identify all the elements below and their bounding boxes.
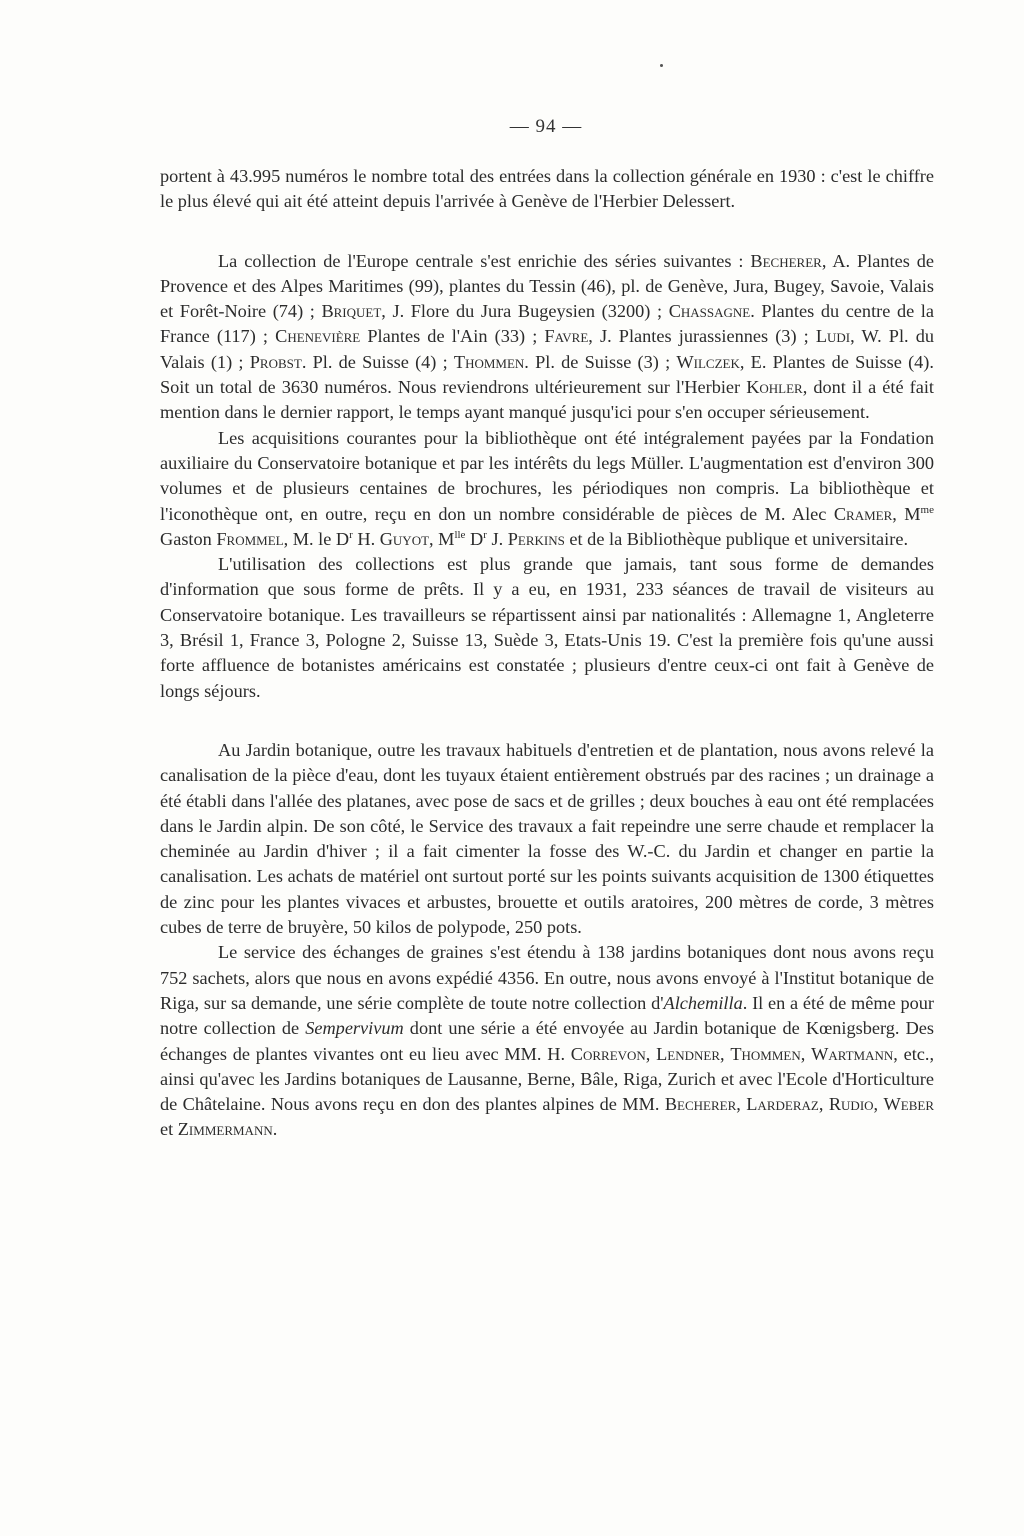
person-name: Becherer [664,1094,737,1115]
body-text [160,164,934,1143]
paragraph-jardin: Au Jardin botanique, outre les travaux habituels d'entretien et de plantation, nous avons relevé la canalisation de la pièce d'eau, dont les tuyaux étaient entièrement obstrués par des racines ; un drainage a été établi dans l'allée des platanes, avec pose de sacs et de grilles ; deux bouches à eau ont été remplacées dans le Jardin alpin. De son côté, le Service des travaux a fait repeindre une serre chaude et remplacer la cheminée au Jardin d'hiver ; il a fait cimenter la fosse des W.-C. du Jardin et changer en partie la canalisation. Les achats de matériel ont surtout porté sur les points suivants acquisition de 1300 étiquettes de zinc pour les plantes vivaces et arbustes, brouette et outils aratoires, 200 mètres de corde, 3 mètres cubes de terre de bruyère, 50 kilos de polypode, 250 pots. [160,739,934,938]
paragraph-utilisation: L'utilisation des collections est plus grande que jamais, tant sous forme de demandes d'information que sous forme de prêts. Il y a eu, en 1931, 233 séances de travail de visiteurs au Conservatoire botanique. Les travailleurs se répartissent ainsi par nationalités : Allemagne 1, Angleterre 3, Brésil 1, France 3, Pologne 2, Suisse 13, Suède 3, Etats-Unis 19. C'est la première fois qu'une aussi forte affluence de botanistes américains est constatée ; plusieurs d'entre ceux-ci ont fait à Genève de longs séjours. [160,554,934,701]
author-name: Chassagne [668,301,751,322]
author-name: Chenevière [275,326,361,347]
person-name: Thommen [730,1043,801,1064]
author-name: Thommen [453,351,525,372]
person-name: Larderaz [746,1094,819,1115]
author-name: Becherer [750,250,822,271]
paragraph-bibliotheque: Les acquisitions courantes pour la bibliothèque ont été intégralement payées par la Fondation auxiliaire du Conservatoire botanique et par les intérêts du legs Müller. L'augmentation est d'environ 300 volumes et de plusieurs centaines de brochures, les périodiques non compris. La bibliothèque et l'iconothèque ont, en outre, reçu en don un nombre considérable de pièces de M. Alec Cramer, $M^{me}$ Gaston Frommel, M. le $D^r$ H. Guyot, $M^{lle}$ $D^r$ J. Perkins et de la Bibliothèque publique et universitaire. [160,427,934,549]
author-name: Kohler [746,377,803,398]
person-name: Rudio [828,1094,874,1115]
donor-name: Cramer [833,503,893,524]
author-name: Ludi [815,326,851,347]
genus-name: Alchemilla [663,992,743,1013]
person-name: Lendner [656,1043,721,1064]
author-name: Probst [249,351,302,372]
person-name: Wartmann [811,1043,894,1064]
print-speck [660,64,663,67]
donor-name: Perkins [507,528,565,549]
donor-name: Guyot [379,528,430,549]
person-name: Correvon [570,1043,646,1064]
paragraph-echanges: Le service des échanges de graines s'est étendu à 138 jardins botaniques dont nous avons reçu 752 sachets, alors que nous en avons expédié 4356. En outre, nous avons envoyé à l'Institut botanique de Riga, sur sa demande, une série complète de toute notre collection d'Alchemilla. Il en a été de même pour notre collection de Sempervivum dont une série a été envoyée au Jardin botanique de Kœnigsberg. Des échanges de plantes vivantes ont eu lieu avec MM. H. Correvon, Lendner, Thommen, Wartmann, etc., ainsi qu'avec les Jardins botaniques de Lausanne, Berne, Bâle, Riga, Zurich et avec l'Ecole d'Horticulture de Châtelaine. Nous avons reçu en don des plantes alpines de MM. Becherer, Larderaz, Rudio, Weber et Zimmermann. [160,942,935,1140]
genus-name: Sempervivum [305,1018,404,1039]
person-name: Weber [883,1094,935,1115]
author-name: Favre [544,326,589,347]
author-name: Wilczek [676,351,740,372]
donor-name: Frommel [216,528,284,549]
page-number: — 94 — [509,116,583,137]
paragraph-europe-centrale: La collection de l'Europe centrale s'est enrichie des séries suivantes : Becherer, A. Plantes de Provence et des Alpes Maritimes (99), plantes du Tessin (46), pl. de Genève, Jura, Bugey, Savoie, Valais et Forêt-Noire (74) ; Briquet, J. Flore du Jura Bugeysien (3200) ; Chassagne. Plantes du centre de la France (117) ; Chenevière Plantes de l'Ain (33) ; Favre, J. Plantes jurassiennes (3) ; Ludi, W. Pl. du Valais (1) ; Probst. Pl. de Suisse (4) ; Thommen. Pl. de Suisse (3) ; Wilczek, E. Plantes de Suisse (4). Soit un total de 3630 numéros. Nous reviendrons ultérieurement sur l'Herbier Kohler, dont il a été fait mention dans le dernier rapport, le temps ayant manqué jusqu'ici pour s'en occuper sérieusement. [160,250,934,423]
author-name: Briquet [321,301,382,322]
person-name: Zimmermann [177,1119,273,1140]
paragraph-continuation: portent à 43.995 numéros le nombre total des entrées dans la collection générale en 1930 : c'est le chiffre le plus élevé qui ait été atteint depuis l'arrivée à Genève de l'Herbier Delessert. [160,166,934,212]
